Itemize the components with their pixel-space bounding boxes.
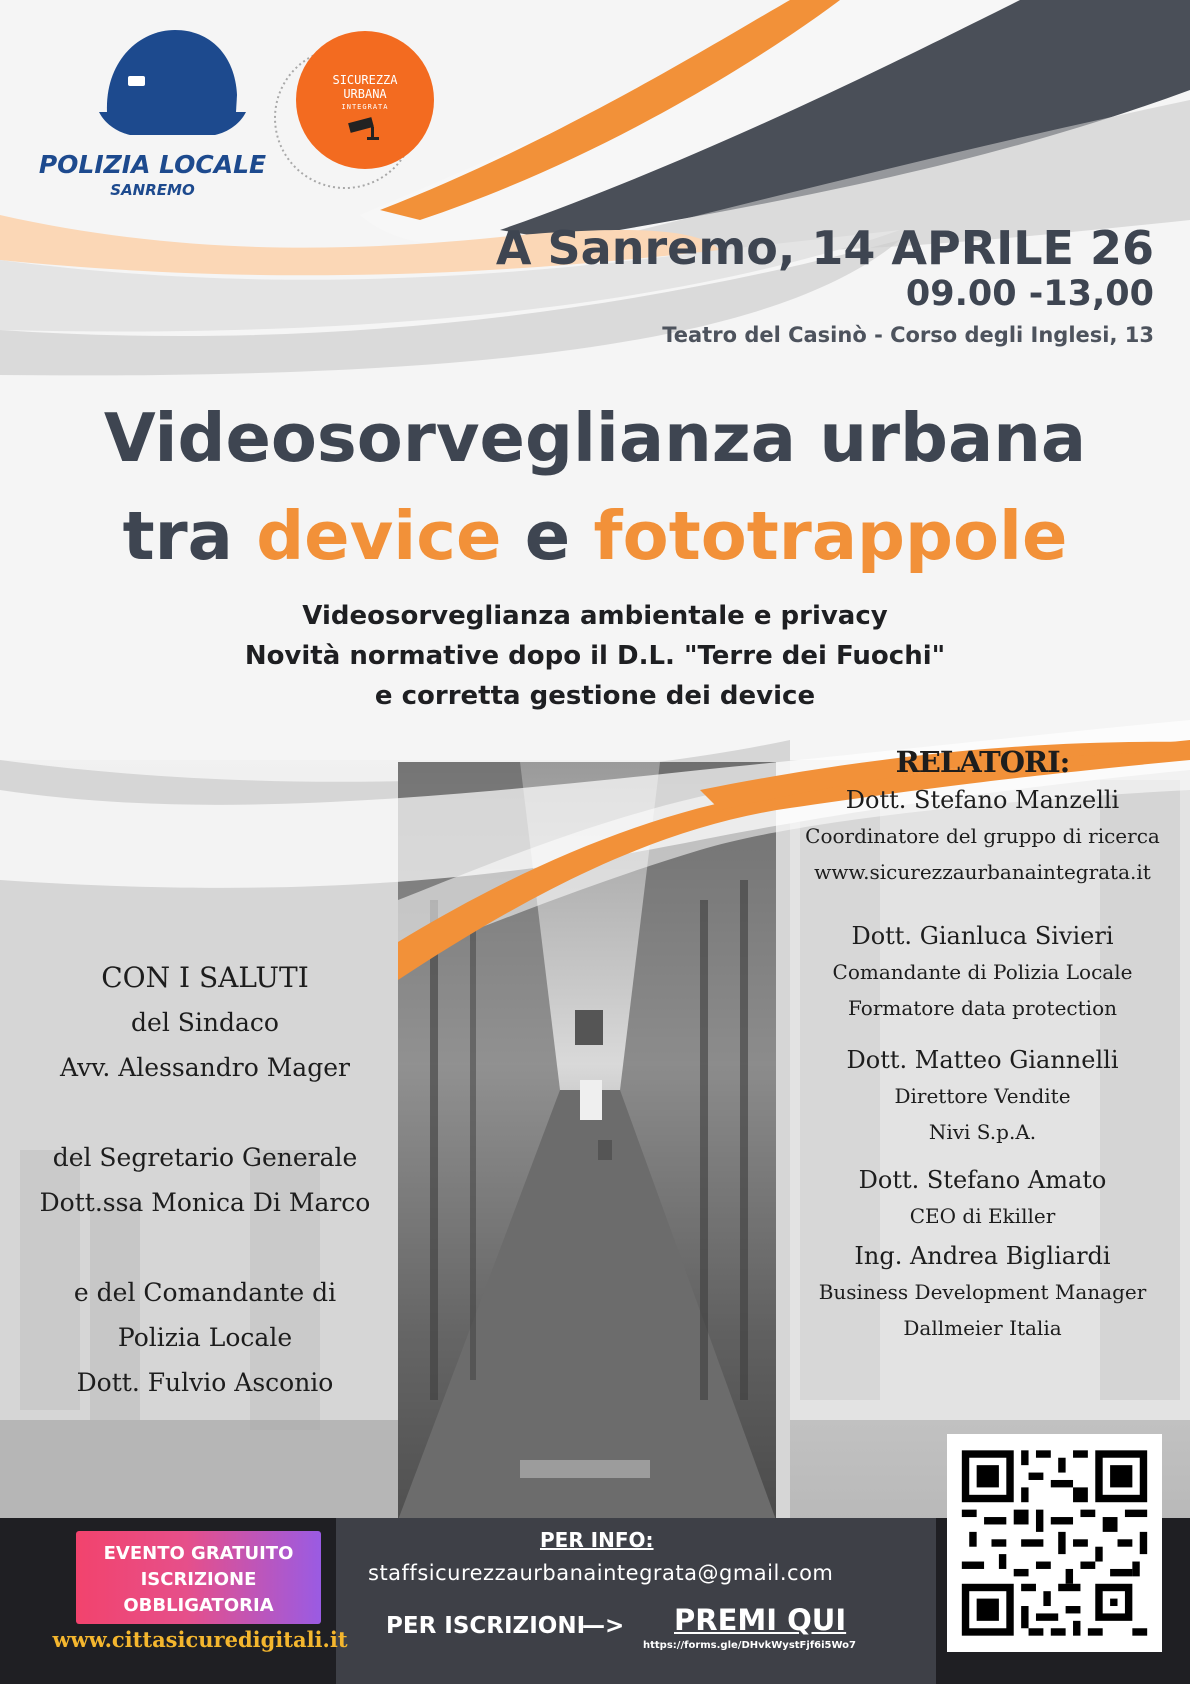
saluti-line: del Segretario Generale	[52, 1143, 358, 1172]
premi-qui-link[interactable]: PREMI QUI	[674, 1603, 847, 1637]
speaker-role: CEO di Ekiller	[909, 1204, 1056, 1228]
police-logo-line2: SANREMO	[110, 181, 195, 199]
saluti-line: Dott.ssa Monica Di Marco	[39, 1188, 371, 1217]
title-word-device: device	[256, 497, 502, 575]
sicurezza-logo-line3: INTEGRATA	[341, 103, 389, 111]
event-date: A Sanremo, 14 APRILE 26	[495, 221, 1154, 275]
speaker-name: Dott. Gianluca Sivieri	[851, 922, 1114, 950]
saluti-line: Avv. Alessandro Mager	[60, 1053, 350, 1082]
saluti-heading: CON I SALUTI	[101, 961, 309, 994]
police-logo-line1: POLIZIA LOCALE	[38, 150, 267, 179]
subtitles	[0, 596, 1190, 716]
speaker	[790, 1238, 1175, 1346]
police-logo-text	[30, 150, 275, 199]
speaker	[790, 1162, 1175, 1234]
registration-url[interactable]: https://forms.gle/DHvkWystFjf6i5Wo7	[643, 1640, 857, 1651]
relatori-heading: RELATORI:	[895, 745, 1070, 779]
saluti-line: Dott. Fulvio Asconio	[76, 1368, 334, 1397]
speaker-role: Formatore data protection	[848, 996, 1117, 1020]
sicurezza-logo-line1: SICUREZZA	[332, 73, 398, 87]
subtitle-line: Videosorveglianza ambientale e privacy	[302, 601, 888, 631]
speaker-name: Dott. Stefano Manzelli	[845, 786, 1120, 814]
arrow-glyph: —>	[582, 1613, 625, 1639]
spacer	[790, 1150, 1175, 1162]
qr-code[interactable]	[947, 1434, 1162, 1652]
speaker-company: Nivi S.p.A.	[928, 1120, 1037, 1144]
speaker-role: Business Development Manager	[818, 1280, 1147, 1304]
per-iscrizioni-label: PER ISCRIZIONI	[386, 1613, 586, 1639]
spacer	[20, 1225, 390, 1270]
qr-code-image	[947, 1434, 1162, 1652]
speaker-name: Dott. Stefano Amato	[858, 1166, 1107, 1194]
title-line1: Videosorveglianza urbana	[103, 399, 1087, 477]
free-event-badge	[76, 1531, 321, 1624]
title-word-tra: tra	[122, 497, 257, 575]
speaker	[790, 782, 1175, 890]
speaker-role: Coordinatore del gruppo di ricerca	[805, 824, 1160, 848]
website-link[interactable]: www.cittasicuredigitali.it	[52, 1627, 348, 1652]
speaker	[790, 1042, 1175, 1150]
spacer	[790, 890, 1175, 918]
per-info-label: PER INFO:	[540, 1528, 654, 1552]
badge-line: OBBLIGATORIA	[123, 1595, 274, 1616]
sicurezza-urbana-logo	[296, 31, 434, 169]
speaker-site: www.sicurezzaurbanaintegrata.it	[814, 860, 1151, 884]
title-word-fototrappole: fototrappole	[593, 497, 1068, 575]
relatori-section	[790, 742, 1175, 1346]
event-time: 09.00 -13,00	[905, 274, 1154, 314]
event-info	[496, 222, 1154, 350]
title-word-e: e	[501, 497, 594, 575]
spacer	[20, 1090, 390, 1135]
contact-email[interactable]: staffsicurezzaurbanaintegrata@gmail.com	[368, 1561, 834, 1585]
speaker-name: Ing. Andrea Bigliardi	[854, 1242, 1111, 1270]
title-line2	[0, 496, 1190, 576]
sicurezza-logo-line2: URBANA	[343, 87, 387, 101]
saluti-line: Polizia Locale	[117, 1323, 293, 1352]
subtitle-line: e corretta gestione dei device	[374, 681, 816, 711]
event-venue: Teatro del Casinò - Corso degli Inglesi, 13	[662, 323, 1154, 347]
spacer	[790, 1026, 1175, 1042]
saluti-line: del Sindaco	[131, 1008, 279, 1037]
speaker-company: Dallmeier Italia	[903, 1316, 1062, 1340]
badge-line: ISCRIZIONE	[140, 1569, 257, 1590]
saluti-line: e del Comandante di	[73, 1278, 337, 1307]
speaker-role: Comandante di Polizia Locale	[832, 960, 1133, 984]
subtitle-line: Novità normative dopo il D.L. "Terre dei Fuochi"	[244, 641, 946, 671]
speaker	[790, 918, 1175, 1026]
speaker-role: Direttore Vendite	[894, 1084, 1071, 1108]
saluti-section	[20, 955, 390, 1405]
speaker-name: Dott. Matteo Giannelli	[846, 1046, 1119, 1074]
camera-icon	[345, 117, 385, 141]
badge-line: EVENTO GRATUITO	[103, 1543, 294, 1564]
